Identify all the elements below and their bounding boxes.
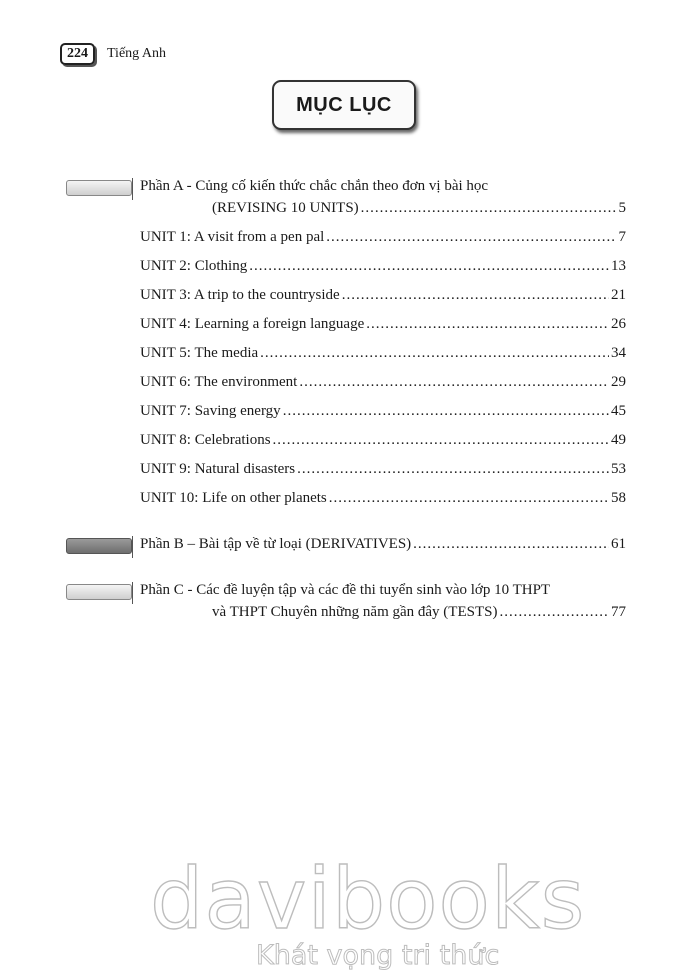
part-b-marker-bar (66, 538, 132, 554)
unit-page: 26 (611, 316, 626, 332)
toc-entry-unit-3[interactable] (140, 287, 626, 307)
toc-entry-unit-6[interactable] (140, 374, 626, 394)
toc-entry-unit-4[interactable] (140, 316, 626, 336)
toc-title: MỤC LỤC (272, 80, 416, 130)
part-c-subheading: và THPT Chuyên những năm gần đây (TESTS) (212, 604, 498, 620)
dot-leader (260, 345, 609, 362)
unit-label: UNIT 6: The environment (140, 374, 298, 390)
toc-entry-unit-5[interactable] (140, 345, 626, 365)
book-name: Tiếng Anh (107, 46, 167, 61)
watermark-tagline: Khát vọng tri thức (256, 940, 500, 971)
dot-leader (283, 403, 609, 420)
toc-entry-unit-9[interactable] (140, 461, 626, 481)
unit-label: UNIT 4: Learning a foreign language (140, 316, 365, 332)
part-a-marker-bar (66, 180, 132, 196)
part-a-divider (132, 178, 133, 200)
dot-leader (297, 461, 609, 478)
part-a-subheading-line[interactable] (212, 200, 626, 220)
unit-label: UNIT 8: Celebrations (140, 432, 271, 448)
toc-entry-unit-10[interactable] (140, 490, 626, 510)
unit-label: UNIT 5: The media (140, 345, 259, 361)
part-a-page: 5 (618, 200, 626, 216)
dot-leader (329, 490, 609, 507)
dot-leader (499, 604, 609, 621)
toc-entry-unit-8[interactable] (140, 432, 626, 452)
unit-page: 21 (611, 287, 626, 303)
unit-page: 7 (618, 229, 626, 245)
part-b-heading: Phần B – Bài tập về từ loại (DERIVATIVES) (140, 536, 412, 552)
part-c-heading: Phần C - Các đề luyện tập và các đề thi tuyển sinh vào lớp 10 THPT (140, 582, 551, 598)
dot-leader (413, 536, 609, 553)
dot-leader (342, 287, 609, 304)
page-header (60, 42, 166, 66)
part-c-marker-bar (66, 584, 132, 600)
part-c-page: 77 (611, 604, 626, 620)
toc-entry-unit-7[interactable] (140, 403, 626, 423)
part-a-heading: Phần A - Củng cố kiến thức chắc chắn theo đơn vị bài học (140, 178, 489, 194)
unit-label: UNIT 10: Life on other planets (140, 490, 327, 506)
dot-leader (366, 316, 609, 333)
unit-page: 53 (611, 461, 626, 477)
toc-entry-part-b[interactable] (140, 536, 626, 556)
unit-label: UNIT 1: A visit from a pen pal (140, 229, 325, 245)
unit-page: 58 (611, 490, 626, 506)
part-b-page: 61 (611, 536, 626, 552)
dot-leader (299, 374, 609, 391)
unit-page: 13 (611, 258, 626, 274)
part-c-divider (132, 582, 133, 604)
unit-page: 49 (611, 432, 626, 448)
page-number: 224 (60, 43, 95, 65)
toc-entry-unit-2[interactable] (140, 258, 626, 278)
unit-page: 29 (611, 374, 626, 390)
dot-leader (326, 229, 616, 246)
toc-entry-unit-1[interactable] (140, 229, 626, 249)
unit-label: UNIT 9: Natural disasters (140, 461, 296, 477)
watermark-brand: davibooks (150, 850, 586, 948)
part-a-subheading: (REVISING 10 UNITS) (212, 200, 359, 216)
dot-leader (273, 432, 609, 449)
part-c-subheading-line[interactable] (212, 604, 626, 624)
unit-label: UNIT 3: A trip to the countryside (140, 287, 340, 303)
part-b-divider (132, 536, 133, 558)
dot-leader (361, 200, 617, 217)
dot-leader (249, 258, 609, 275)
unit-page: 34 (611, 345, 626, 361)
unit-label: UNIT 2: Clothing (140, 258, 248, 274)
unit-label: UNIT 7: Saving energy (140, 403, 281, 419)
unit-page: 45 (611, 403, 626, 419)
